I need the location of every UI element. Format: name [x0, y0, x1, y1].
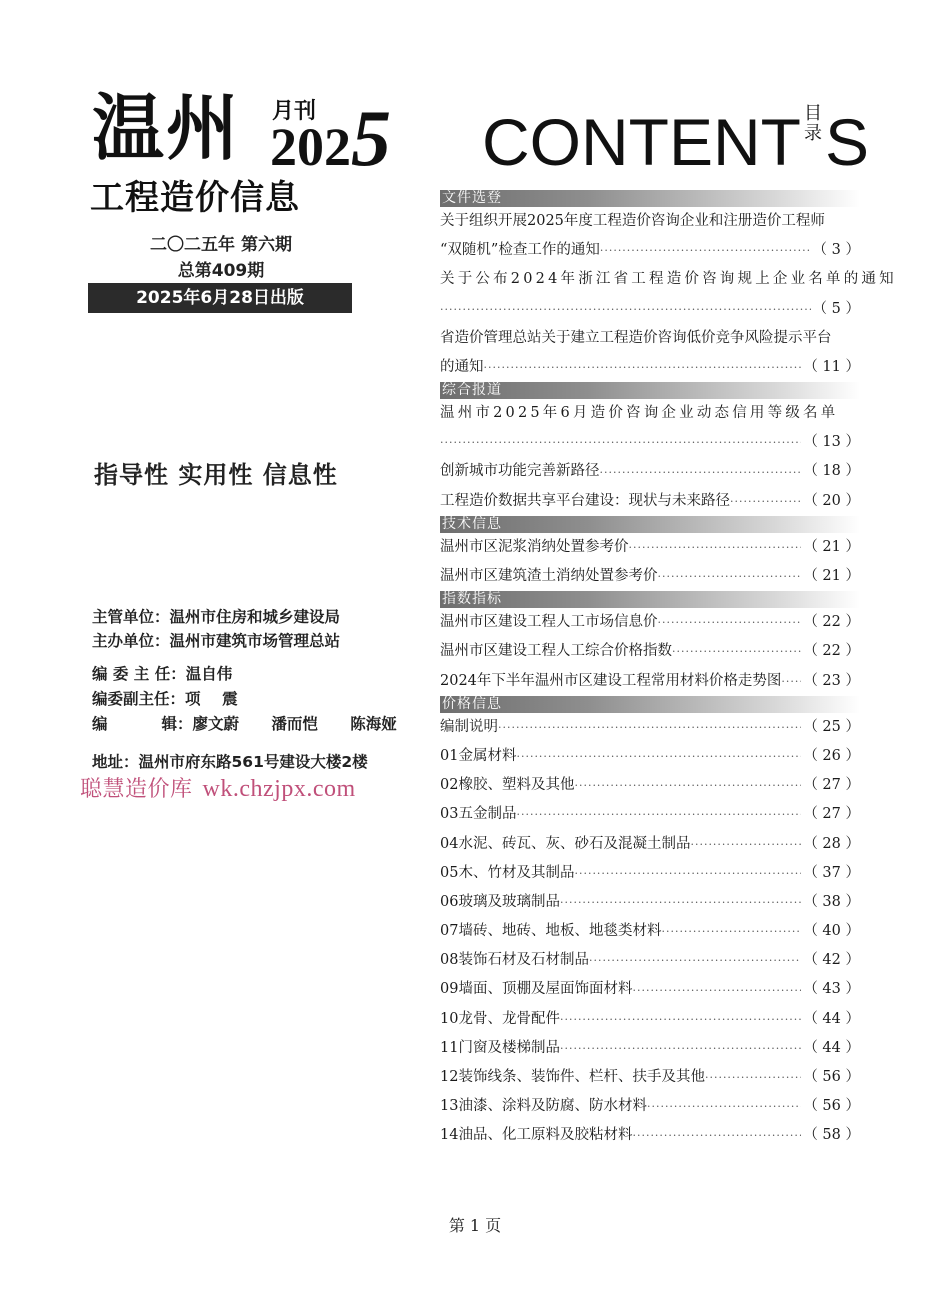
toc-leader-dots	[658, 562, 802, 591]
toc-leader-dots	[516, 800, 801, 829]
toc-section-header: 文件选登	[440, 190, 860, 207]
toc-page-number: （ 40 ）	[803, 923, 860, 940]
toc-entry-line	[440, 1005, 860, 1034]
chief-editor: 编 委 主 任：温自伟	[92, 665, 233, 683]
toc-page-number: （ 21 ）	[803, 538, 860, 555]
toc-entry-title: 10龙骨、龙骨配件	[440, 1010, 560, 1027]
toc-entry-line	[440, 324, 860, 353]
editors: 编 辑：廖文蔚 潘而恺 陈海娅	[92, 715, 397, 733]
supervisor-unit: 主管单位：温州市住房和城乡建设局	[92, 608, 341, 626]
toc-entry-title: 2024年下半年温州市区建设工程常用材料价格走势图	[440, 672, 782, 689]
toc-entry-title: 创新城市功能完善新路径	[440, 463, 600, 480]
masthead-year-last: 5	[351, 95, 391, 183]
toc-entry-title: 温州市区建筑渣土消纳处置参考价	[440, 568, 658, 585]
toc-leader-dots	[661, 917, 801, 946]
toc-leader-dots	[632, 976, 801, 1005]
masthead-title: 工程造价信息	[90, 178, 300, 218]
toc-entry-line	[440, 399, 860, 428]
toc-entry-title: 13油漆、涂料及防腐、防水材料	[440, 1098, 647, 1115]
toc-entry-title: 工程造价数据共享平台建设：现状与未来路径	[440, 492, 730, 509]
toc-leader-dots	[600, 236, 811, 265]
toc-page-number: （ 22 ）	[803, 643, 860, 660]
toc-entry-title: 省造价管理总站关于建立工程造价咨询低价竞争风险提示平台	[440, 329, 832, 346]
toc-leader-dots	[781, 667, 801, 696]
toc-page-number: （ 42 ）	[803, 952, 860, 969]
toc-entry-title: 12装饰线条、装饰件、栏杆、扶手及其他	[440, 1069, 705, 1086]
toc-leader-dots	[658, 608, 802, 637]
address: 地址：温州市府东路561号建设大楼2楼	[92, 753, 368, 771]
toc-leader-dots	[600, 458, 802, 487]
toc-page-number: （ 27 ）	[803, 806, 860, 823]
toc-page-number: （ 5 ）	[812, 300, 860, 317]
toc-leader-dots	[589, 946, 801, 975]
toc-entry-title: 06玻璃及玻璃制品	[440, 893, 560, 910]
toc-entry-line	[440, 976, 860, 1005]
toc-entry-line	[440, 487, 860, 516]
toc-entry-line	[440, 265, 897, 294]
toc-page-number: （ 27 ）	[803, 777, 860, 794]
contents-cn-bottom: 录	[803, 123, 822, 144]
toc-entry-line	[440, 1092, 860, 1121]
contents-word-main: CONTENT	[482, 105, 801, 179]
toc-page-number: （ 21 ）	[803, 568, 860, 585]
toc-leader-dots	[440, 295, 811, 324]
toc-entry-line	[440, 458, 860, 487]
contents-cn-top: 目	[803, 103, 822, 124]
toc-entry-line	[440, 888, 860, 917]
toc-entry-line	[440, 353, 860, 382]
toc-page-number: （ 38 ）	[803, 893, 860, 910]
toc-entry-title: 05木、竹材及其制品	[440, 864, 575, 881]
toc-section-header: 指数指标	[440, 591, 860, 608]
toc-entry-title: 04水泥、砖瓦、灰、砂石及混凝土制品	[440, 835, 691, 852]
toc-page-number: （ 44 ）	[803, 1010, 860, 1027]
toc-entry-line	[440, 295, 860, 324]
toc-entry-line	[440, 917, 860, 946]
toc-leader-dots	[516, 742, 801, 771]
toc-entry-line	[440, 713, 860, 742]
toc-entry-line	[440, 771, 860, 800]
toc-leader-dots	[574, 771, 801, 800]
toc-leader-dots	[560, 888, 801, 917]
toc-leader-dots	[629, 533, 802, 562]
toc-leader-dots	[647, 1092, 801, 1121]
toc-entry-title: 08装饰石材及石材制品	[440, 952, 589, 969]
toc-entry-title: 02橡胶、塑料及其他	[440, 777, 575, 794]
toc-entry-title: 关于公布2024年浙江省工程造价咨询规上企业名单的通知	[440, 271, 897, 288]
toc-section-header: 综合报道	[440, 382, 860, 399]
toc-entry-title: 的通知	[440, 358, 484, 375]
watermark-name: 聪慧造价库	[80, 777, 193, 802]
toc-entry-line	[440, 562, 860, 591]
table-of-contents	[440, 190, 897, 1151]
toc-entry-line	[440, 1034, 860, 1063]
toc-page-number: （ 23 ）	[803, 672, 860, 689]
toc-leader-dots	[705, 1063, 801, 1092]
toc-page-number: （ 11 ）	[803, 358, 860, 375]
toc-entry-title: 温州市区泥浆消纳处置参考价	[440, 538, 629, 555]
issue-year: 二〇二五年 第六期	[150, 235, 292, 255]
toc-page-number: （ 25 ）	[803, 718, 860, 735]
toc-leader-dots	[440, 428, 801, 457]
toc-entry-title: 14油品、化工原料及胶粘材料	[440, 1127, 633, 1144]
toc-entry-line	[440, 1121, 860, 1150]
toc-page-number: （ 20 ）	[803, 492, 860, 509]
toc-entry-title: 03五金制品	[440, 806, 517, 823]
toc-entry-line	[440, 946, 860, 975]
toc-entry-line	[440, 236, 860, 265]
toc-entry-title: “双随机”检查工作的通知	[440, 242, 600, 259]
watermark	[80, 772, 356, 803]
toc-leader-dots	[560, 1005, 801, 1034]
toc-page-number: （ 56 ）	[803, 1069, 860, 1086]
toc-entry-line	[440, 428, 860, 457]
toc-leader-dots	[672, 637, 801, 666]
slogan: 指导性 实用性 信息性	[94, 461, 338, 489]
toc-entry-line	[440, 533, 860, 562]
toc-section-header: 价格信息	[440, 696, 860, 713]
toc-leader-dots	[574, 859, 801, 888]
contents-heading	[482, 102, 869, 182]
toc-entry-title: 关于组织开展2025年度工程造价咨询企业和注册造价工程师	[440, 212, 825, 229]
publication-date: 2025年6月28日出版	[88, 283, 352, 313]
toc-entry-title: 编制说明	[440, 718, 498, 735]
toc-page-number: （ 37 ）	[803, 864, 860, 881]
toc-page-number: （ 3 ）	[812, 242, 860, 259]
toc-entry-line	[440, 859, 860, 888]
sponsor-unit: 主办单位：温州市建筑市场管理总站	[92, 632, 341, 650]
toc-entry-line	[440, 667, 860, 696]
masthead-year-main: 202	[270, 117, 351, 177]
toc-page-number: （ 56 ）	[803, 1098, 860, 1115]
toc-leader-dots	[730, 487, 801, 516]
toc-entry-title: 07墙砖、地砖、地板、地毯类材料	[440, 923, 662, 940]
toc-page-number: （ 58 ）	[803, 1127, 860, 1144]
toc-entry-title: 温州市2025年6月造价咨询企业动态信用等级名单	[440, 405, 839, 422]
toc-entry-line	[440, 608, 860, 637]
toc-entry-title: 温州市区建设工程人工市场信息价	[440, 614, 658, 631]
toc-entry-line	[440, 800, 860, 829]
toc-entry-line	[440, 207, 860, 236]
toc-page-number: （ 28 ）	[803, 835, 860, 852]
contents-word-last: S	[824, 105, 870, 179]
toc-entry-title: 11门窗及楼梯制品	[440, 1039, 560, 1056]
toc-leader-dots	[690, 830, 801, 859]
toc-entry-line	[440, 1063, 860, 1092]
toc-leader-dots	[632, 1121, 801, 1150]
page-number: 第 1 页	[448, 1216, 502, 1235]
masthead-city: 温州	[92, 86, 241, 170]
toc-entry-title: 09墙面、顶棚及屋面饰面材料	[440, 981, 633, 998]
deputy-editor: 编委副主任：项 震	[92, 690, 238, 708]
toc-page-number: （ 22 ）	[803, 614, 860, 631]
watermark-url: wk.chzjpx.com	[202, 776, 356, 802]
toc-entry-line	[440, 742, 860, 771]
toc-entry-line	[440, 637, 860, 666]
toc-page-number: （ 13 ）	[803, 434, 860, 451]
toc-page-number: （ 43 ）	[803, 981, 860, 998]
toc-leader-dots	[484, 353, 802, 382]
toc-entry-line	[440, 830, 860, 859]
toc-page-number: （ 18 ）	[803, 463, 860, 480]
toc-page-number: （ 26 ）	[803, 747, 860, 764]
contents-cn-label	[803, 104, 823, 144]
toc-entry-title: 01金属材料	[440, 747, 517, 764]
toc-leader-dots	[498, 713, 801, 742]
masthead-monthly-label: 月刊	[272, 99, 317, 124]
issue-total: 总第409期	[177, 261, 265, 281]
toc-leader-dots	[560, 1034, 801, 1063]
toc-section-header: 技术信息	[440, 516, 860, 533]
toc-entry-title: 温州市区建设工程人工综合价格指数	[440, 643, 672, 660]
toc-page-number: （ 44 ）	[803, 1039, 860, 1056]
